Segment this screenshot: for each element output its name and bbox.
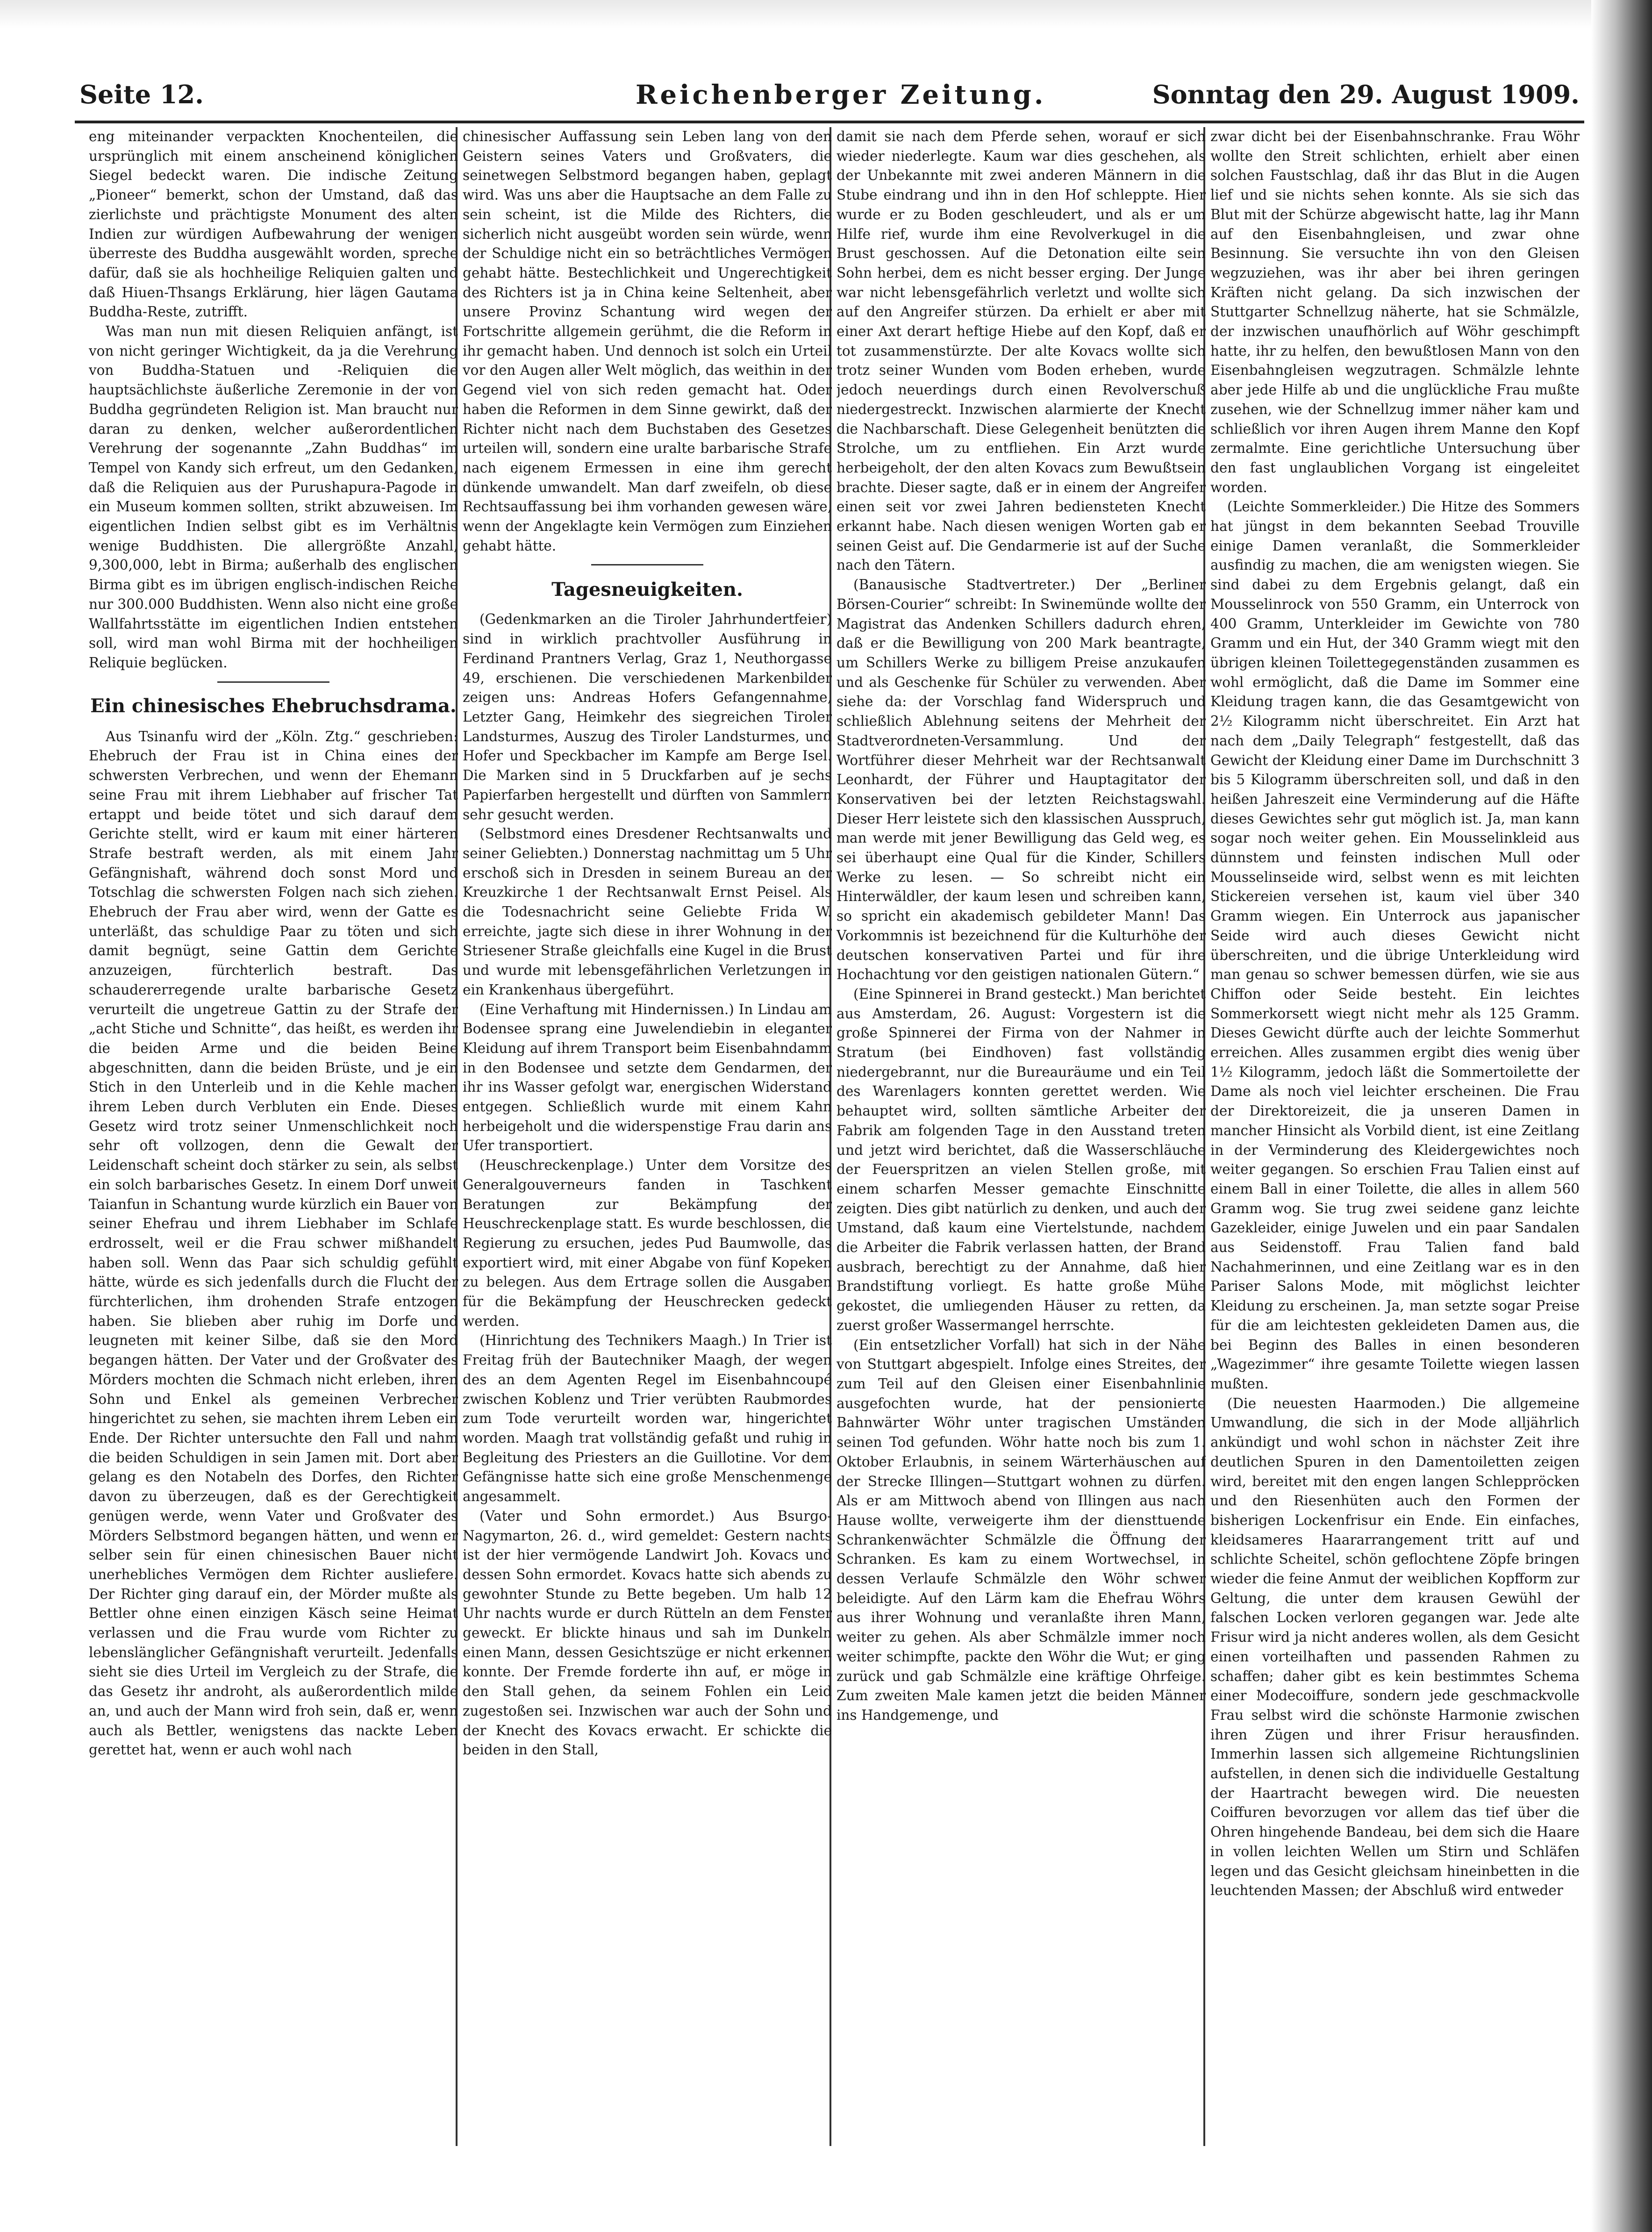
news-item: (Vater und Sohn ermordet.) Aus Bsurgo-Nagymarton, 26. d., wird gemeldet: Gestern nachts ist der hier vermögende Landwirt Joh. Kovacs und dessen Sohn ermordet. Kovacs hatte sich abends zu gewohnter Stunde zu Bette begeben. Um halb 12 Uhr nachts wurde er durch Rütteln an dem Fenster geweckt. Er blickte hinaus und sah im Dunkeln einen Mann, dessen Gesichtszüge er nicht erkennen konnte. Der Fremde forderte ihn auf, er möge in den Stall gehen, da seinem Fohlen ein Leid zugestoßen sei. Inzwischen war auch der Sohn und der Knecht des Kovacs erwacht. Er schickte die beiden in den Stall, bbox=[463, 1508, 832, 1758]
news-item: (Eine Verhaftung mit Hindernissen.) In Lindau am Bodensee sprang eine Juwelendiebin in eleganter Kleidung auf ihrem Transport beim Eisenbahndamm in den Bodensee und setzte dem Gendarmen, der ihr ins Wasser gefolgt war, energischen Widerstand entgegen. Schließlich wurde mit einem Kahn herbeigeholt und die widerspenstige Frau darin ans Ufer transportiert. bbox=[463, 1001, 832, 1154]
article-paragraph: zwar dicht bei der Eisenbahnschranke. Frau Wöhr wollte den Streit schlichten, erhielt aber einen solchen Faustschlag, daß ihr das Blut in die Augen lief und sie nichts sehen konnte. Als sie sich das Blut mit der Schürze abgewischt hatte, lag ihr Mann auf den Eisenbahngleisen, und zwar ohne Besinnung. Sie versuchte ihn von den Gleisen wegzuziehen, was ihr aber bei ihren geringen Kräften nicht gelang. Da sich inzwischen der Stuttgarter Schnellzug näherte, hat sie Schmälzle, der inzwischen unaufhörlich auf Wöhr geschimpft hatte, ihr zu helfen, den bewußtlosen Mann von den Eisenbahngleisen wegzutragen. Schmälzle lehnte aber jede Hilfe ab und die unglückliche Frau mußte zusehen, wie der Schnellzug immer näher kam und schließlich vor ihren Augen ihrem Manne den Kopf zermalmte. Eine gerichtliche Untersuchung über den fast unglaublichen Vorgang ist eingeleitet worden. bbox=[1210, 129, 1580, 495]
section-divider bbox=[591, 564, 703, 565]
article-paragraph: Was man nun mit diesen Reliquien anfängt, ist von nicht geringer Wichtigkeit, da ja die Verehrung von Buddha-Statuen und -Reliquien die hauptsächlichste äußerliche Zeremonie in der von Buddha gegründeten Religion ist. Man braucht nur daran zu denken, welcher außerordentlichen Verehrung der sogenannte „Zahn Buddhas“ im Tempel von Kandy sich erfreut, um den Gedanken, daß die Reliquien aus der Purushapura-Pagode in ein Museum kommen sollten, strikt abzuweisen. Im eigentlichen Indien selbst gibt es im Verhältnis wenige Buddhisten. Die allergrößte Anzahl, 9,300,000, lebt in Birma; außerhalb des englischen Birma gibt es im übrigen englisch-indischen Reiche nur 300.000 Buddhisten. Wenn also nicht eine große Wallfahrtsstätte im eigentlichen Indien entstehen soll, wird man wohl Birma mit der hochheiligen Reliquie beglücken. bbox=[89, 323, 458, 671]
article-paragraph: Aus Tsinanfu wird der „Köln. Ztg.“ geschrieben: Ehebruch der Frau ist in China eines der schwersten Verbrechen, und wenn der Ehemann seine Frau mit ihrem Liebhaber auf frischer Tat ertappt und beide tötet und sich darauf dem Gerichte stellt, wird er kaum mit einer härteren Strafe bestraft werden, als mit einem Jahr Gefängnishaft, während doch sonst Mord und Totschlag die schwersten Folgen nach sich ziehen. Ehebruch der Frau aber wird, wenn der Gatte es unterläßt, das schuldige Paar zu töten und sich damit begnügt, seine Gattin dem Gerichte anzuzeigen, fürchterlich bestraft. Das schaudererregende uralte barbarische Gesetz verurteilt die ungetreue Gattin zu der Strafe der „acht Stiche und Schnitte“, das heißt, es werden ihr die beiden Arme und die beiden Beine abgeschnitten, dann die beiden Brüste, und je ein Stich in den Unterleib und in die Kehle machen ihrem Leben durch Verbluten ein Ende. Dieses Gesetz wird trotz seiner Unmenschlichkeit noch sehr oft vollzogen, denn die Gewalt der Leidenschaft scheint doch stärker zu sein, als selbst ein solch barbarisches Gesetz. In einem Dorf unweit Taianfun in Schantung wurde kürzlich ein Bauer von seiner Ehefrau und ihrem Liebhaber im Schlafe erdrosselt, weil er die Frau schwer mißhandelt haben soll. Wenn das Paar sich schuldig gefühlt hätte, würde es sich jedenfalls durch die Flucht der fürchterlichen, ihm drohenden Strafe entzogen haben. Sie blieben aber ruhig im Dorfe und leugneten mit keiner Silbe, daß sie den Mord begangen hätten. Der Vater und der Großvater des Mörders mochten die Schmach nicht erleben, ihren Sohn und Enkel als gemeinen Verbrecher hingerichtet zu sehen, sie machten ihrem Leben ein Ende. Der Richter untersuchte den Fall und nahm die beiden Schuldigen in sein Jamen mit. Dort aber gelang es den Notabeln des Dorfes, den Richter davon zu überzeugen, daß es der Gerechtigkeit genügen werde, wenn Vater und Großvater des Mörders Selbstmord begangen hätten, und wenn er selber sein für einen chinesischen Bauer nicht unerhebliches Vermögen dem Richter ausliefere. Der Richter ging darauf ein, der Mörder mußte als Bettler ohne einen einzigen Käsch seine Heimat verlassen und die Frau wurde vom Richter zu lebenslänglicher Gefängnishaft verurteilt. Jedenfalls sieht sie dies Urteil im Vergleich zu der Strafe, die das Gesetz ihr androht, als außerordentlich milde an, und auch der Mann wird froh sein, daß er, wenn auch als Bettler, wenigstens das nackte Leben gerettet hat, wenn er auch wohl nach bbox=[89, 728, 458, 1758]
issue-date: Sonntag den 29. August 1909. bbox=[1152, 79, 1580, 109]
news-item: (Leichte Sommerkleider.) Die Hitze des Sommers hat jüngst in dem bekannten Seebad Trouville einige Damen veranlaßt, die Sommerkleider ausfindig zu machen, die am wenigsten wiegen. Sie sind dabei zu dem Ergebnis gelangt, daß ein Mousselinrock von 550 Gramm, ein Unterrock von 400 Gramm, Unterkleider im Gewichte von 780 Gramm und ein Hut, der 340 Gramm wiegt mit den übrigen kleinen Toilettegegenständen zusammen es wohl ermöglicht, daß die Dame im Sommer eine Kleidung tragen kann, die das Gesamtgewicht von 2½ Kilogramm nicht überschreitet. Ein Arzt hat nach dem „Daily Telegraph“ festgestellt, daß das Gewicht der Kleidung einer Dame im Durchschnitt 3 bis 5 Kilogramm überschreiten soll, und daß in den heißen Jahreszeit eine Verminderung auf die Häfte dieses Gewichtes sehr gut möglich ist. Ja, man kann sogar noch weiter gehen. Ein Mousselinkleid aus dünnstem und feinsten indischen Mull oder Mousselinseide wird, selbst wenn es mit leichten Stickereien versehen ist, kaum viel über 340 Gramm wiegen. Ein Unterrock aus japanischer Seide wird auch dieses Gewicht nicht überschreiten, und die übrige Unterkleidung wird man genau so schwer bemessen dürfen, wie sie aus Chiffon oder Seide besteht. Ein leichtes Sommerkorsett wiegt nicht mehr als 125 Gramm. Dieses Gewicht dürfte auch der leichte Sommerhut erreichen. Alles zusammen ergibt dies wenig über 1½ Kilogramm, jedoch läßt die Sommertoilette der Dame als noch viel leichter erscheinen. Die Frau der Direktoreizeit, die ja unseren Damen in mancher Hinsicht als Vorbild dient, ist eine Zeitlang in der Verminderung des Kleidergewichtes noch weiter gegangen. So erschien Frau Talien einst auf einem Ball in einer Toilette, die alles in allem 560 Gramm wog. Sie trug zwei seidene ganz leichte Gazekleider, einige Juwelen und ein paar Sandalen aus Seidenstoff. Frau Talien fand bald Nachahmerinnen, und eine Zeitlang war es in den Pariser Salons Mode, mit möglichst leichter Kleidung zu erscheinen. Ja, man setzte sogar Preise für die am leichtesten gekleideten Damen aus, die bei Beginn des Balles in einen besonderen „Wagezimmer“ ihre gesamte Toilette wiegen lassen mußten. bbox=[1210, 499, 1580, 1392]
scan-top-shadow bbox=[0, 0, 1652, 28]
column-4 bbox=[1210, 127, 1580, 2151]
section-divider bbox=[217, 681, 329, 683]
news-item: (Die neuesten Haarmoden.) Die allgemeine Umwandlung, die sich in der Mode alljährlich ankündigt und wohl schon in nächster Zeit ihre deutlichen Spuren in den Damentoiletten zeigen wird, bereitet mit den engen langen Schleppröcken und den Riesenhüten auch den Formen der bisherigen Lockenfrisur ein Ende. Ein einfaches, kleidsameres Haararrangement tritt auf und schlichte Scheitel, schön geflochtene Zöpfe bringen wieder die feine Anmut der weiblichen Kopfform zur Geltung, die unter dem krausen Gewühl der falschen Locken verloren gegangen war. Jede alte Frisur wird ja nicht anderes wollen, als dem Gesicht einen vorteilhaften und passenden Rahmen zu schaffen; daher gibt es kein bestimmtes Schema einer Modecoiffure, sondern jede geschmackvolle Frau selbst wird die schönste Harmonie zwischen ihren Zügen und ihrer Frisur herausfinden. Immerhin lassen sich allgemeine Richtungslinien aufstellen, in denen sich die individuelle Gestaltung der Haartracht bewegen wird. Die neuesten Coiffuren bevorzugen vor allem das tief über die Ohren hingehende Bandeau, bei dem sich die Haare in vollen leichten Wellen um Stirn und Schläfen legen und das Gesicht gleichsam hineinbetten in die leuchtenden Massen; der Abschluß wird entweder bbox=[1210, 1395, 1580, 1899]
column-2 bbox=[463, 127, 832, 2151]
header-rule bbox=[75, 121, 1584, 123]
news-item: (Banausische Stadtvertreter.) Der „Berliner Börsen-Courier“ schreibt: In Swinemünde wollte der Magistrat das Andenken Schillers dadurch ehren, daß er die Bewilligung von 200 Mark beantragte, um Schillers Werke zu billigem Preise anzukaufen und als Geschenke für Schüler zu verwenden. Aber siehe da: der Vorschlag fand Widerspruch und schließlich Ablehnung seitens der Mehrheit der Stadtverordneten-Versammlung. Und der Wortführer dieser Mehrheit war der Rechtsanwalt Leonhardt, der Führer und Hauptagitator der Konservativen bei der letzten Reichstagswahl. Dieser Herr leistete sich den klassischen Ausspruch, man werde mit jener Bewilligung das Geld weg, es sei überhaupt eine Qual für die Kinder, Schillers Werke zu lesen. — So schreibt nicht ein Hinterwäldler, der kaum lesen und schreiben kann, so spricht ein akademisch gebildeter Mann! Das Vorkommnis ist bezeichnend für die Kulturhöhe der deutschen konservativen Partei und für ihre Hochachtung vor den geistigen nationalen Gütern.“ bbox=[837, 577, 1206, 983]
news-item: (Heuschreckenplage.) Unter dem Vorsitze des Generalgouverneurs fanden in Taschkent Beratungen zur Bekämpfung der Heuschreckenplage statt. Es wurde beschlossen, die Regierung zu ersuchen, jedes Pud Baumwolle, das exportiert wird, mit einer Abgabe von fünf Kopeken zu belegen. Aus dem Ertrage sollen die Ausgaben für die Bekämpfung der Heuschrecken gedeckt werden. bbox=[463, 1157, 832, 1329]
news-item: (Gedenkmarken an die Tiroler Jahrhundertfeier) sind in wirklich prachtvoller Ausführung in Ferdinand Prantners Verlag, Graz 1, Neuthorgasse 49, erschienen. Die verschiedenen Markenbilder zeigen uns: Andreas Hofers Gefangennahme, Letzter Gang, Heimkehr des siegreichen Tiroler Landsturmes, Auszug des Tiroler Landsturmes, und Hofer und Speckbacher im Kampfe am Berge Isel. Die Marken sind in 5 Druckfarben auf je sechs Papierfarben hergestellt und dürften von Sammlern sehr gesucht werden. bbox=[463, 611, 832, 823]
masthead-title: Reichenberger Zeitung. bbox=[636, 79, 1046, 110]
section-heading: Tagesneuigkeiten. bbox=[551, 579, 743, 601]
article-heading: Ein chinesisches Ehebruchsdrama. bbox=[90, 694, 457, 717]
article-paragraph: eng miteinander verpackten Knochenteilen, die ursprünglich mit einem anscheinend königlichen Siegel bedeckt waren. Die indische Zeitung „Pioneer“ bemerkt, schon der Umstand, daß das zierlichste und prächtigste Monument des alten Indien zur würdigen Aufbewahrung der wenigen überreste des Buddha ausgewählt worden, spreche dafür, daß sie als hochheilige Reliquien galten und daß Hiuen-Thsangs Erklärung, hier lägen Gautama Buddha-Reste, zutrifft. bbox=[89, 129, 458, 320]
article-paragraph: chinesischer Auffassung sein Leben lang von den Geistern seines Vaters und Großvaters, die seinetwegen Selbstmord begangen haben, geplagt wird. Was uns aber die Hauptsache an dem Falle zu sein scheint, ist die Milde des Richters, die sicherlich nicht ausgeübt worden sein würde, wenn der Schuldige nicht ein so beträchtliches Vermögen gehabt hätte. Bestechlichkeit und Ungerechtigkeit des Richters ist ja in China keine Seltenheit, aber unsere Provinz Schantung wird wegen der Fortschritte allgemein gerühmt, die die Reform in ihr gemacht haben. Und dennoch ist solch ein Urteil vor den Augen aller Welt möglich, das weithin in der Gegend viel von sich reden gemacht hat. Oder haben die Reformen in dem Sinne gewirkt, daß der Richter nicht nach dem Buchstaben des Gesetzes urteilen will, sondern eine uralte barbarische Strafe nach eigenem Ermessen in eine ihm gerecht dünkende umwandelt. Man darf zweifeln, ob diese Rechtsauffassung bei ihm vorhanden gewesen wäre, wenn der Angeklagte kein Vermögen zum Einziehen gehabt hätte. bbox=[463, 129, 832, 554]
scan-edge-shadow bbox=[1591, 0, 1652, 2232]
page-number: Seite 12. bbox=[79, 79, 204, 109]
news-item: (Ein entsetzlicher Vorfall) hat sich in der Nähe von Stuttgart abgespielt. Infolge eines Streites, der zum Teil auf den Gleisen einer Eisenbahnlinie ausgefochten wurde, hat der pensionierte Bahnwärter Wöhr unter tragischen Umständen seinen Tod gefunden. Wöhr hatte noch bis zum 1. Oktober Erlaubnis, in seinem Wärterhäuschen auf der Strecke Illingen—Stuttgart wohnen zu dürfen. Als er am Mittwoch abend von Illingen aus nach Hause wollte, verweigerte ihm der diensttuende Schrankenwächter Schmälzle die Öffnung der Schranken. Es kam zu einem Wortwechsel, in dessen Verlaufe Schmälzle den Wöhr schwer beleidigte. Auf den Lärm kam die Ehefrau Wöhrs aus ihrer Wohnung und veranlaßte ihren Mann, weiter zu gehen. Als aber Schmälzle immer noch weiter schimpfte, packte den Wöhr die Wut; er ging zurück und gab Schmälzle eine kräftige Ohrfeige. Zum zweiten Male kamen jetzt die beiden Männer ins Handgemenge, und bbox=[837, 1337, 1206, 1723]
news-item: (Hinrichtung des Technikers Maagh.) In Trier ist Freitag früh der Bautechniker Maagh, der wegen des an dem Agenten Regel im Eisenbahncoupé zwischen Koblenz und Trier verübten Raubmordes zum Tode verurteilt worden war, hingerichtet worden. Maagh trat vollständig gefaßt und ruhig in Begleitung des Priesters an die Guillotine. Vor dem Gefängnisse hatte sich eine große Menschenmenge angesammelt. bbox=[463, 1332, 832, 1505]
page-header bbox=[61, 79, 1580, 117]
news-item: (Eine Spinnerei in Brand gesteckt.) Man berichtet aus Amsterdam, 26. August: Vorgestern ist die große Spinnerei der Firma von der Nahmer in Stratum (bei Eindhoven) fast vollständig niedergebrannt, nur die Bureauräume und ein Teil des Warenlagers konnten gerettet werden. Wie behauptet wird, sollten sämtliche Arbeiter der Fabrik am folgenden Tage in den Ausstand treten und jetzt wird berichtet, daß die Wasserschläuche der Feuerspritzen an vielen Stellen große, mit einem scharfen Messer gemachte Einschnitte zeigten. Dies gibt natürlich zu denken, und auch der Umstand, daß kaum eine Viertelstunde, nachdem die Arbeiter die Fabrik verlassen hatten, der Brand ausbrach, berechtigt zu der Annahme, daß hier Brandstiftung vorliegt. Es hatte große Mühe gekostet, die umliegenden Häuser zu retten, da zuerst großer Wassermangel herrschte. bbox=[837, 986, 1206, 1333]
column-3 bbox=[837, 127, 1206, 2151]
news-item: (Selbstmord eines Dresdener Rechtsanwalts und seiner Geliebten.) Donnerstag nachmittag um 5 Uhr erschoß sich in Dresden in seinem Bureau an der Kreuzkirche 1 der Rechtsanwalt Ernst Peisel. Als die Todesnachricht seine Geliebte Frida W. erreichte, jagte sich diese in ihrer Wohnung in der Striesener Straße gleichfalls eine Kugel in die Brust und wurde mit lebensgefährlichen Verletzungen in ein Krankenhaus übergeführt. bbox=[463, 826, 832, 998]
article-paragraph: damit sie nach dem Pferde sehen, worauf er sich wieder niederlegte. Kaum war dies geschehen, als der Unbekannte mit zwei anderen Männern in die Stube eindrang und ihn in den Hof schleppte. Hier wurde er zu Boden geschleudert, und als er um Hilfe rief, wurde ihm eine Revolverkugel in die Brust geschossen. Auf die Detonation eilte sein Sohn herbei, dem es nicht besser erging. Der Junge war nicht lebensgefährlich verletzt und wollte sich auf den Angreifer stürzen. Da erhielt er aber mit einer Axt derart heftige Hiebe auf den Kopf, daß er tot zusammenstürzte. Der alte Kovacs wollte sich trotz seiner Wunden vom Boden erheben, wurde jedoch neuerdings durch einen Revolverschuß niedergestreckt. Inzwischen alarmierte der Knecht die Nachbarschaft. Diese Gelegenheit benützten die Strolche, um zu entfliehen. Ein Arzt wurde herbeigeholt, der den alten Kovacs zum Bewußtsein brachte. Dieser sagte, daß er in einem der Angreifer einen seit vor zwei Jahren bediensteten Knecht erkannt habe. Nach diesen wenigen Worten gab er seinen Geist auf. Die Gendarmerie ist auf der Suche nach den Tätern. bbox=[837, 129, 1206, 573]
column-1 bbox=[89, 127, 458, 2151]
